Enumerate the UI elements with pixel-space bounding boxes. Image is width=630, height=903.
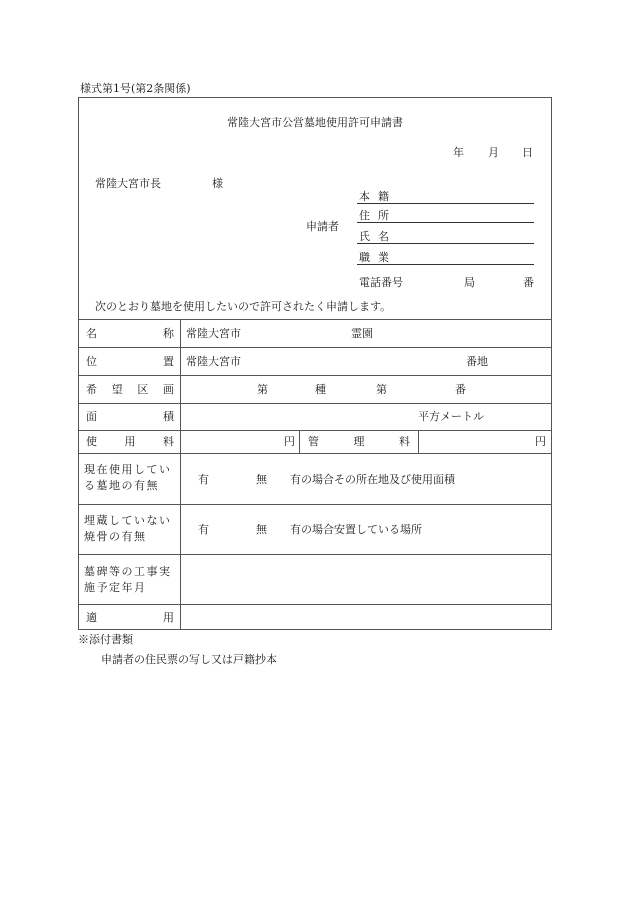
row-label-construction-2: 施予定年月 (84, 581, 147, 594)
addressee-name: 常陸大宮市長 (95, 177, 161, 190)
location-suffix: 番地 (466, 355, 488, 368)
application-statement: 次のとおり墓地を使用したいので許可されたく申請します。 (95, 300, 392, 313)
row-divider (78, 403, 552, 404)
plot-no1: 第 (257, 383, 268, 396)
label-column-divider (180, 319, 181, 630)
occupation-field[interactable] (357, 264, 534, 265)
table-top-line (78, 319, 552, 320)
row-divider (78, 453, 552, 454)
date-year: 年 (453, 146, 464, 159)
date-month: 月 (488, 146, 499, 159)
row-label-name: 名 称 (86, 327, 174, 340)
cemetery-city: 常陸大宮市 (186, 327, 241, 340)
area-unit: 平方メートル (418, 410, 484, 423)
form-number: 様式第1号(第2条関係) (80, 82, 191, 95)
row-label-plot: 希 望 区 画 (86, 383, 174, 396)
fee-divider (299, 430, 300, 453)
row-label-area: 面 積 (86, 410, 174, 423)
address-label: 住 所 (359, 209, 389, 222)
bones-no[interactable]: 無 (256, 523, 267, 536)
row-label-bones-2: 焼骨の有無 (84, 530, 147, 543)
row-divider (78, 375, 552, 376)
plot-num: 番 (455, 383, 466, 396)
row-label-current-grave-2: る墓地の有無 (84, 479, 159, 492)
current-yes[interactable]: 有 (198, 473, 209, 486)
plot-no2: 第 (376, 383, 387, 396)
phone-label: 電話番号 (359, 276, 403, 289)
addressee-honorific: 様 (212, 177, 223, 190)
usage-fee-yen: 円 (284, 435, 295, 448)
fee-divider (418, 430, 419, 453)
row-divider (78, 604, 552, 605)
attachments-heading: ※添付書類 (78, 633, 133, 646)
row-divider (78, 430, 552, 431)
domicile-field[interactable] (357, 203, 534, 204)
row-label-bones-1: 埋蔵していない (84, 514, 172, 527)
management-fee-yen: 円 (535, 435, 546, 448)
plot-kind: 種 (315, 383, 326, 396)
form-title: 常陸大宮市公営墓地使用許可申請書 (227, 116, 403, 129)
location-city: 常陸大宮市 (186, 355, 241, 368)
date-day: 日 (522, 146, 533, 159)
bones-note: 有の場合安置している場所 (290, 523, 422, 536)
occupation-label: 職 業 (359, 251, 389, 264)
bones-yes[interactable]: 有 (198, 523, 209, 536)
applicant-label: 申請者 (306, 220, 339, 233)
name-label: 氏 名 (359, 230, 389, 243)
address-field[interactable] (357, 222, 534, 223)
current-no[interactable]: 無 (256, 473, 267, 486)
row-label-current-grave-1: 現在使用してい (84, 463, 172, 476)
row-label-location: 位 置 (86, 355, 174, 368)
attachments-item: 申請者の住民票の写し又は戸籍抄本 (101, 653, 277, 666)
row-label-construction-1: 墓碑等の工事実 (84, 565, 172, 578)
phone-exchange: 局 (464, 276, 475, 289)
management-fee-label: 管 理 料 (308, 435, 410, 448)
cemetery-suffix: 霊園 (351, 327, 373, 340)
phone-number: 番 (523, 276, 534, 289)
row-divider (78, 554, 552, 555)
domicile-label: 本 籍 (359, 190, 389, 203)
name-field[interactable] (357, 243, 534, 244)
row-label-remarks: 適 用 (86, 611, 174, 624)
row-label-usage-fee: 使 用 料 (86, 435, 174, 448)
row-divider (78, 347, 552, 348)
row-divider (78, 504, 552, 505)
current-note: 有の場合その所在地及び使用面積 (290, 473, 455, 486)
